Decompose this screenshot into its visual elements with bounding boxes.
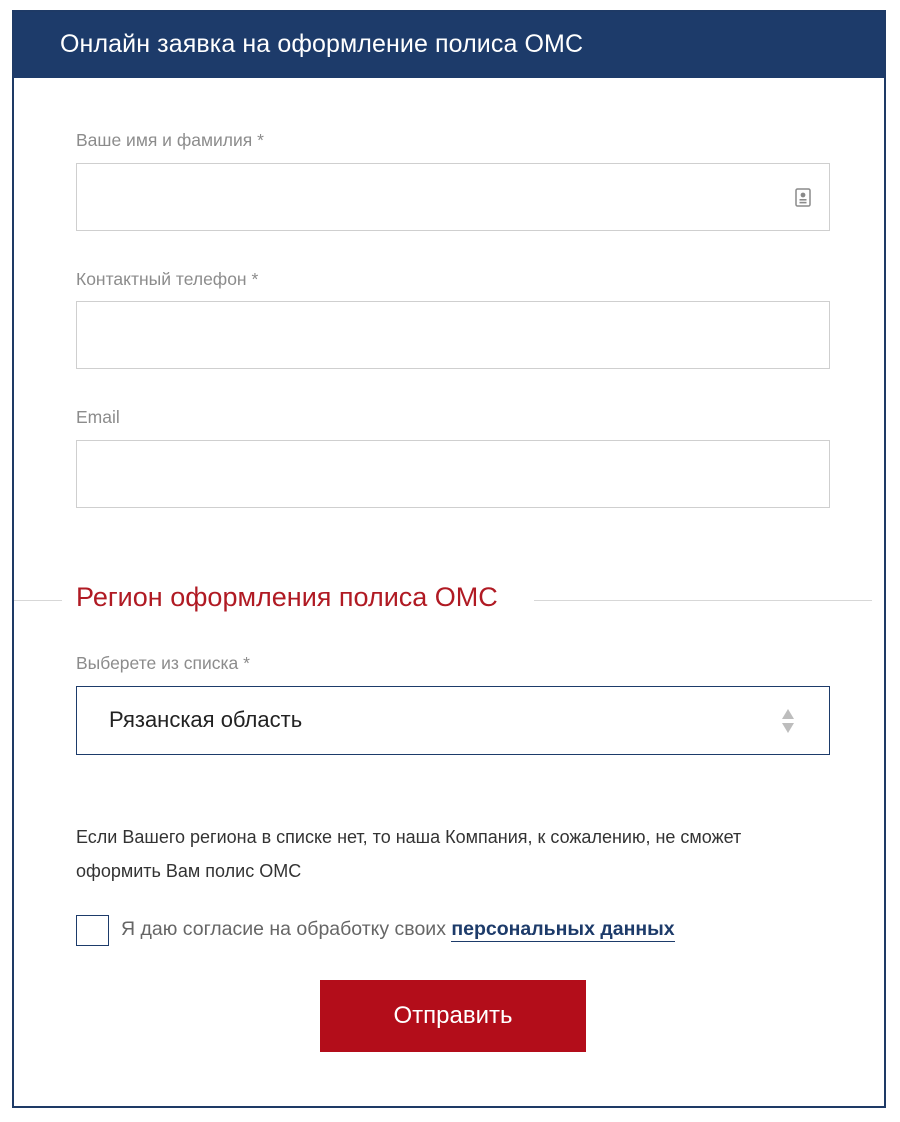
name-label: Ваше имя и фамилия * [76,130,264,150]
form-header [14,12,884,78]
region-note: Если Вашего региона в списке нет, то наша Компания, к сожалению, не сможет оформить Вам полис ОМС [76,827,742,881]
phone-label: Контактный телефон * [76,269,259,289]
form-title: Онлайн заявка на оформление полиса ОМС [60,30,584,58]
region-selected-value: Рязанская область [109,707,303,732]
section-divider-left [14,600,62,601]
name-input[interactable] [76,163,830,231]
personal-data-link[interactable]: персональных данных [451,918,675,940]
region-select-label: Выберете из списка * [76,653,250,673]
email-input[interactable] [76,440,830,508]
region-select[interactable] [76,686,830,755]
phone-input[interactable] [76,301,830,369]
consent-checkbox[interactable] [76,915,109,946]
region-section-title: Регион оформления полиса ОМС [76,582,514,613]
submit-button[interactable]: Отправить [320,980,586,1052]
section-divider-right [534,600,872,601]
contact-card-icon[interactable] [795,188,811,207]
consent-text [121,918,675,941]
email-label: Email [76,407,120,427]
form-panel [12,10,886,1108]
sort-arrows-icon [781,707,795,735]
consent-label: Я даю согласие на обработку своих [121,918,452,940]
